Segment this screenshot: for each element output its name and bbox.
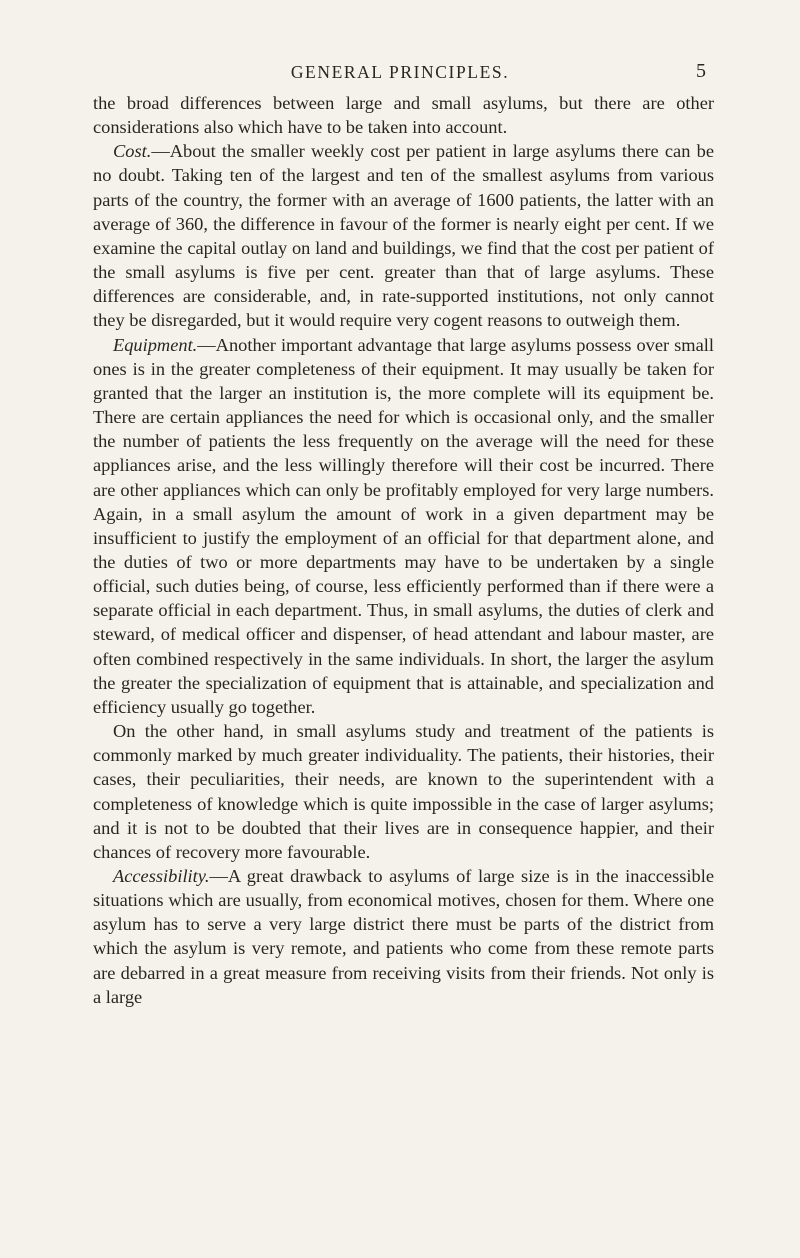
paragraph-text: —About the smaller weekly cost per patient in large asylums there can be no doubt. Taking ten of the largest and ten of the smallest asylums from various parts of the country, the former with an average of 1600 patients, the latter with an average of 360, the difference in favour of the former is nearly eight per cent. If we examine the capital outlay on land and buildings, we find that the cost per patient of the small asylums is five per cent. greater than that of large asylums. These differences are considerable, and, in rate-supported institutions, not only cannot they be disregarded, but it would require very cogent reasons to outweigh them. [93, 141, 714, 331]
sidehead-equipment: Equipment. [113, 334, 198, 355]
paragraph-continuation [93, 91, 714, 139]
running-title: GENERAL PRINCIPLES. [290, 62, 510, 82]
body-text [93, 91, 714, 1009]
paragraph-text: —A great drawback to asylums of large size is in the inaccessible situations which are usually, from economical motives, chosen for them. Where one asylum has to serve a very large district there must be parts of the district from which the asylum is very remote, and patients who come from these remote parts are debarred in a great measure from receiving visits from their friends. Not only is a large [93, 866, 714, 1007]
paragraph-accessibility [93, 864, 714, 1009]
running-head [0, 62, 800, 82]
sidehead-accessibility: Accessibility. [113, 866, 210, 886]
paragraph-text: the broad differences between large and small asylums, but there are other considerations also which have to be taken into account. [93, 93, 714, 138]
paragraph-individuality [93, 719, 714, 864]
page-number: 5 [696, 60, 706, 82]
paragraph-text: On the other hand, in small asylums study and treatment of the patients is commonly marked by much greater individuality. The patients, their histories, their cases, their peculiarities, their needs, are known to the superintendent with a completeness of knowledge which is quite impossible in the case of larger asylums; and it is not to be doubted that their lives are in consequence happier, and their chances of recovery more favourable. [93, 721, 714, 862]
paragraph-equipment [93, 333, 714, 720]
sidehead-cost: Cost. [113, 141, 152, 162]
paragraph-cost [93, 139, 714, 332]
paragraph-text: —Another important advantage that large asylums possess over small ones is in the greater completeness of their equipment. It may usually be taken for granted that the larger an institution is, the more complete will its equipment be. There are certain appliances the need for which is occasional only, and the smaller the number of patients the less frequently on the average will the need for these appliances arise, and the less willingly therefore will their cost be incurred. There are other appliances which can only be profitably employed for very large numbers. Again, in a small asylum the amount of work in a given department may be insufficient to justify the employment of an official for that department alone, and the duties of two or more departments may have to be undertaken by a single official, such duties being, of course, less efficiently performed than if there were a separate official in each department. Thus, in small asylums, the duties of clerk and steward, of medical officer and dispenser, of head attendant and labour master, are often combined respectively in the same individuals. In short, the larger the asylum the greater the specialization of equipment that is attainable, and specialization and efficiency usually go together. [93, 334, 714, 717]
